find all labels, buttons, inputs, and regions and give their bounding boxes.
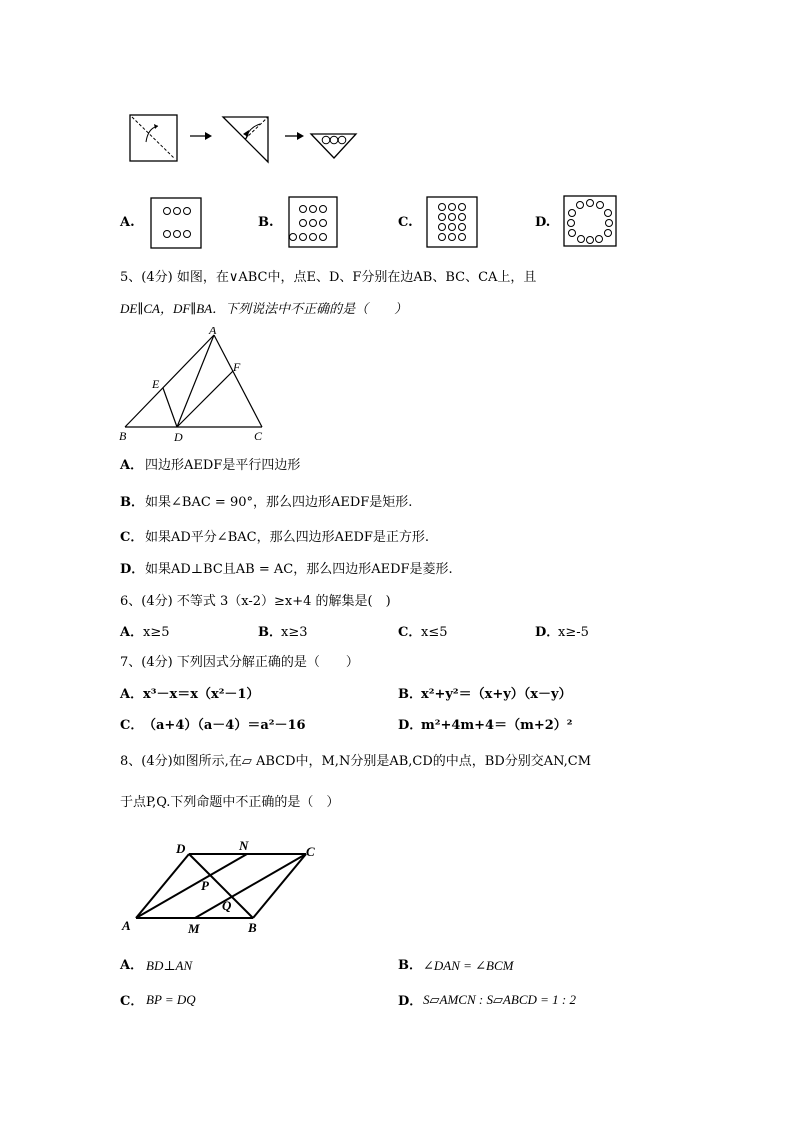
q4-option-c-figure [426, 196, 478, 248]
q7-option-b-text: x²+y²＝（x+y）（x－y） [421, 687, 572, 702]
q8-option-d-text: S▱AMCN : S▱ABCD = 1 : 2 [423, 992, 576, 1007]
q8-option-a-text: BD⊥AN [146, 958, 193, 973]
q7-option-c-text: （a+4）（a－4）＝a²－16 [143, 718, 306, 733]
paper-folding-figure [120, 108, 370, 168]
q8-fig-label-b: B [248, 920, 257, 935]
q8-stem-line-2: 于点P,Q.下列命题中不正确的是（ ） [120, 795, 340, 810]
q8-option-b-text: ∠DAN = ∠BCM [423, 958, 514, 973]
q4-option-c-label: C. [398, 215, 413, 230]
q8-option-c-label: C． [120, 994, 144, 1009]
q5-option-d-text: 如果AD⊥BC且AB = AC，那么四边形AEDF是菱形. [145, 562, 453, 577]
q7-stem: 7、(4分) 下列因式分解正确的是（ ） [120, 655, 359, 670]
q7-option-d-text: m²+4m+4＝（m+2）² [421, 718, 573, 733]
q5-fig-label-b: B [119, 429, 127, 443]
q4-option-d-label: D. [535, 215, 551, 230]
q8-fig-label-a: A [122, 918, 131, 933]
q8-fig-label-n: N [239, 838, 249, 853]
q8-stem-line-1: 8、(4分)如图所示,在▱ ABCD中，M,N分别是AB,CD的中点，BD分别交AN,CM [120, 754, 592, 769]
q8-option-b-label: B． [398, 958, 422, 973]
q7-option-c-label: C． [120, 718, 144, 733]
q8-fig-label-m: M [188, 921, 200, 936]
q5-fig-label-f: F [233, 360, 241, 374]
q4-option-a-label: A. [120, 215, 135, 230]
q6-option-b-text: x≥3 [281, 625, 308, 640]
q6-option-b-label: B． [258, 625, 282, 640]
q5-fig-label-e: E [152, 377, 160, 391]
q5-option-b-label: B． [120, 495, 144, 510]
q5-option-c-text: 如果AD平分∠BAC，那么四边形AEDF是正方形. [145, 530, 430, 545]
q5-option-b-text: 如果∠BAC = 90°，那么四边形AEDF是矩形. [145, 495, 413, 510]
q5-option-a-text: 四边形AEDF是平行四边形 [145, 458, 301, 473]
q8-parallelogram-figure [118, 838, 328, 938]
q7-option-b-label: B． [398, 687, 422, 702]
q5-fig-label-c: C [254, 429, 263, 443]
q5-fig-label-d: D [174, 430, 183, 444]
q8-option-c-text: BP = DQ [146, 992, 196, 1007]
q6-stem: 6、(4分) 不等式 3（x-2）≥x+4 的解集是( ) [120, 594, 391, 609]
q6-option-a-text: x≥5 [143, 625, 170, 640]
q8-option-d-label: D． [398, 994, 423, 1009]
q8-fig-label-q: Q [222, 898, 232, 913]
q5-fig-label-a: A [209, 327, 217, 337]
q6-option-a-label: A． [120, 625, 144, 640]
q6-option-c-label: C． [398, 625, 422, 640]
q4-option-b-figure [288, 196, 338, 248]
q4-option-d-figure [563, 195, 617, 247]
q8-fig-label-c: C [306, 844, 315, 859]
q5-stem-line-2: DE∥CA，DF∥BA．下列说法中不正确的是（ ） [120, 301, 408, 316]
q7-option-a-text: x³－x＝x（x²－1） [143, 687, 260, 702]
q5-triangle-figure [115, 327, 275, 445]
q6-option-c-text: x≤5 [421, 625, 448, 640]
q4-option-b-label: B. [258, 215, 274, 230]
q6-option-d-label: D． [535, 625, 560, 640]
q5-option-c-label: C． [120, 530, 144, 545]
q8-fig-label-d: D [176, 841, 186, 856]
q5-option-a-label: A． [120, 458, 144, 473]
q7-option-a-label: A． [120, 687, 144, 702]
q8-option-a-label: A． [120, 958, 144, 973]
q5-stem-line-1: 5、(4分) 如图，在∨ABC中，点E、D、F分别在边AB、BC、CA上，且 [120, 270, 537, 285]
q7-option-d-label: D． [398, 718, 423, 733]
q8-fig-label-p: P [201, 878, 209, 893]
q6-option-d-text: x≥-5 [558, 625, 589, 640]
q4-option-a-figure [150, 197, 202, 249]
q5-option-d-label: D． [120, 562, 145, 577]
